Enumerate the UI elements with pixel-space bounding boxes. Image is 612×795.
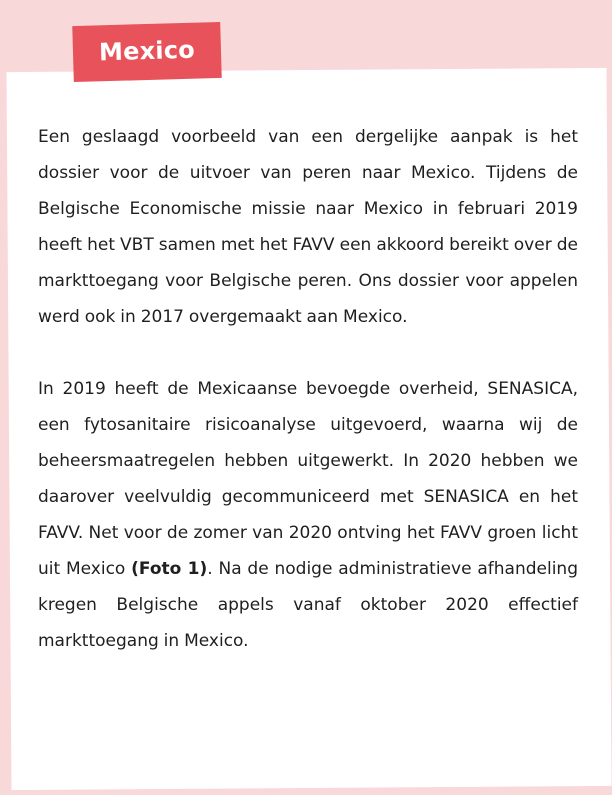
paragraph-1: Een geslaagd voorbeeld van een dergelijke aanpak is het dossier voor de uitvoer van peren naar Mexico. Tijdens de Belgische Economische missie naar Mexico in februari 2019 heeft het VBT samen met het FAVV een akkoord bereikt over de markttoegang voor Belgische peren. Ons dossier voor appelen werd ook in 2017 overgemaakt aan Mexico.: [38, 127, 578, 327]
article-body: [38, 119, 578, 659]
paragraph-2: [38, 371, 578, 659]
paragraph-2-text-end: . Na de nodige administratieve afhandeling kregen Belgische appels vanaf oktober 2020 effectief markttoegang in Mexico.: [38, 559, 578, 651]
section-title: Mexico: [98, 35, 196, 67]
photo-reference: (Foto 1): [131, 559, 208, 579]
section-tag: [72, 22, 222, 82]
paragraph-2-text-start: In 2019 heeft de Mexicaanse bevoegde overheid, SENASICA, een fytosanitaire risicoanalyse uitgevoerd, waarna wij de beheersmaatregelen hebben uitgewerkt. In 2020 hebben we daarover veelvuldig gecommuniceerd met SENASICA en het FAVV. Net voor de zomer van 2020 ontving het FAVV groen licht uit Mexico: [38, 379, 578, 579]
